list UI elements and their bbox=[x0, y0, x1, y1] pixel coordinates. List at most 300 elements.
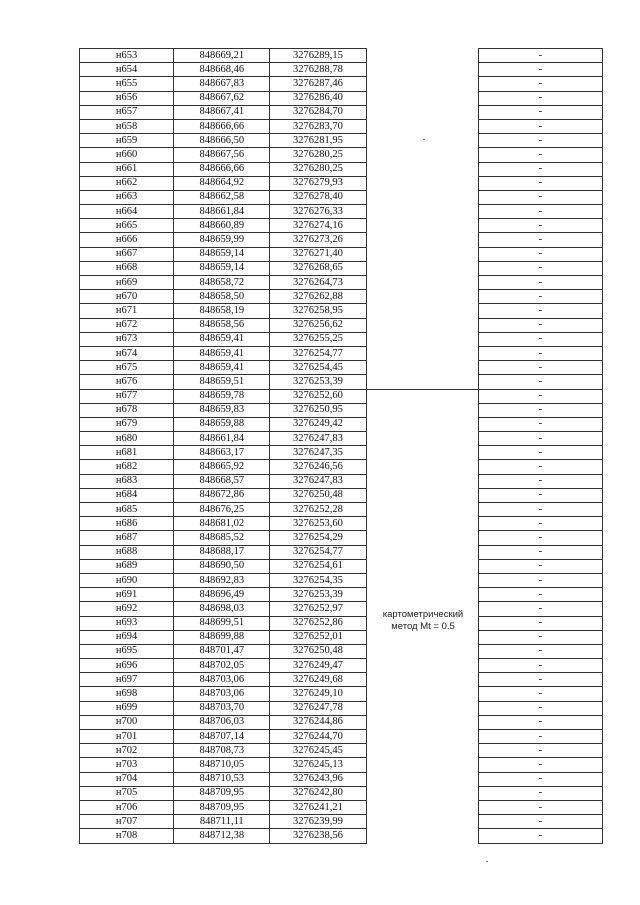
y-coordinate-cell: 3276255,25 bbox=[270, 332, 366, 346]
table-row bbox=[80, 219, 603, 233]
point-id-cell: н679 bbox=[80, 417, 174, 431]
y-coordinate-cell: 3276250,48 bbox=[270, 644, 366, 658]
y-coordinate-cell: 3276254,61 bbox=[270, 559, 366, 573]
y-coordinate-cell: 3276252,97 bbox=[270, 602, 366, 616]
x-coordinate-cell: 848692,83 bbox=[174, 573, 270, 587]
method-note-line1: картометрический bbox=[382, 609, 464, 620]
method-cell bbox=[366, 446, 478, 460]
scan-speck bbox=[423, 139, 425, 140]
table-row bbox=[80, 800, 603, 814]
accuracy-cell: - bbox=[478, 304, 602, 318]
accuracy-cell: - bbox=[478, 290, 602, 304]
accuracy-cell: - bbox=[478, 829, 602, 843]
table-row bbox=[80, 105, 603, 119]
x-coordinate-cell: 848669,21 bbox=[174, 49, 270, 63]
x-coordinate-cell: 848706,03 bbox=[174, 715, 270, 729]
method-cell bbox=[366, 531, 478, 545]
x-coordinate-cell: 848712,38 bbox=[174, 829, 270, 843]
accuracy-cell: - bbox=[478, 545, 602, 559]
y-coordinate-cell: 3276273,26 bbox=[270, 233, 366, 247]
method-cell bbox=[366, 786, 478, 800]
x-coordinate-cell: 848703,70 bbox=[174, 701, 270, 715]
accuracy-cell: - bbox=[478, 176, 602, 190]
point-id-cell: н670 bbox=[80, 290, 174, 304]
y-coordinate-cell: 3276250,95 bbox=[270, 403, 366, 417]
y-coordinate-cell: 3276247,78 bbox=[270, 701, 366, 715]
accuracy-cell: - bbox=[478, 432, 602, 446]
x-coordinate-cell: 848658,19 bbox=[174, 304, 270, 318]
y-coordinate-cell: 3276283,70 bbox=[270, 119, 366, 133]
accuracy-cell: - bbox=[478, 630, 602, 644]
table-row bbox=[80, 446, 603, 460]
y-coordinate-cell: 3276256,62 bbox=[270, 318, 366, 332]
table-row bbox=[80, 545, 603, 559]
y-coordinate-cell: 3276252,01 bbox=[270, 630, 366, 644]
x-coordinate-cell: 848661,84 bbox=[174, 432, 270, 446]
method-cell bbox=[366, 290, 478, 304]
table-row bbox=[80, 829, 603, 843]
table-row bbox=[80, 417, 603, 431]
x-coordinate-cell: 848659,41 bbox=[174, 361, 270, 375]
method-cell bbox=[366, 701, 478, 715]
method-cell bbox=[366, 233, 478, 247]
y-coordinate-cell: 3276271,40 bbox=[270, 247, 366, 261]
point-id-cell: н702 bbox=[80, 744, 174, 758]
scan-speck bbox=[486, 861, 488, 862]
point-id-cell: н655 bbox=[80, 77, 174, 91]
accuracy-cell: - bbox=[478, 701, 602, 715]
point-id-cell: н653 bbox=[80, 49, 174, 63]
y-coordinate-cell: 3276280,25 bbox=[270, 162, 366, 176]
method-cell bbox=[366, 573, 478, 587]
x-coordinate-cell: 848659,14 bbox=[174, 261, 270, 275]
method-cell bbox=[366, 77, 478, 91]
y-coordinate-cell: 3276254,77 bbox=[270, 346, 366, 360]
table-row bbox=[80, 247, 603, 261]
point-id-cell: н681 bbox=[80, 446, 174, 460]
y-coordinate-cell: 3276250,48 bbox=[270, 488, 366, 502]
y-coordinate-cell: 3276249,42 bbox=[270, 417, 366, 431]
accuracy-cell: - bbox=[478, 219, 602, 233]
point-id-cell: н695 bbox=[80, 644, 174, 658]
point-id-cell: н698 bbox=[80, 687, 174, 701]
point-id-cell: н676 bbox=[80, 375, 174, 389]
y-coordinate-cell: 3276242,80 bbox=[270, 786, 366, 800]
accuracy-cell: - bbox=[478, 588, 602, 602]
method-cell bbox=[366, 460, 478, 474]
method-cell bbox=[366, 730, 478, 744]
method-cell bbox=[366, 119, 478, 133]
method-cell bbox=[366, 63, 478, 77]
y-coordinate-cell: 3276249,47 bbox=[270, 659, 366, 673]
point-id-cell: н657 bbox=[80, 105, 174, 119]
y-coordinate-cell: 3276245,13 bbox=[270, 758, 366, 772]
method-cell bbox=[366, 361, 478, 375]
accuracy-cell: - bbox=[478, 119, 602, 133]
coordinates-table bbox=[79, 48, 603, 844]
x-coordinate-cell: 848666,66 bbox=[174, 162, 270, 176]
x-coordinate-cell: 848666,66 bbox=[174, 119, 270, 133]
y-coordinate-cell: 3276239,99 bbox=[270, 815, 366, 829]
x-coordinate-cell: 848659,99 bbox=[174, 233, 270, 247]
y-coordinate-cell: 3276253,60 bbox=[270, 517, 366, 531]
point-id-cell: н661 bbox=[80, 162, 174, 176]
point-id-cell: н686 bbox=[80, 517, 174, 531]
point-id-cell: н689 bbox=[80, 559, 174, 573]
point-id-cell: н675 bbox=[80, 361, 174, 375]
y-coordinate-cell: 3276287,46 bbox=[270, 77, 366, 91]
x-coordinate-cell: 848699,88 bbox=[174, 630, 270, 644]
accuracy-cell: - bbox=[478, 247, 602, 261]
y-coordinate-cell: 3276268,65 bbox=[270, 261, 366, 275]
x-coordinate-cell: 848665,92 bbox=[174, 460, 270, 474]
y-coordinate-cell: 3276280,25 bbox=[270, 148, 366, 162]
method-cell bbox=[366, 474, 478, 488]
point-id-cell: н678 bbox=[80, 403, 174, 417]
y-coordinate-cell: 3276252,28 bbox=[270, 503, 366, 517]
method-cell bbox=[366, 744, 478, 758]
point-id-cell: н704 bbox=[80, 772, 174, 786]
table-row bbox=[80, 261, 603, 275]
x-coordinate-cell: 848709,95 bbox=[174, 786, 270, 800]
point-id-cell: н707 bbox=[80, 815, 174, 829]
x-coordinate-cell: 848676,25 bbox=[174, 503, 270, 517]
point-id-cell: н663 bbox=[80, 190, 174, 204]
table-row bbox=[80, 659, 603, 673]
point-id-cell: н690 bbox=[80, 573, 174, 587]
accuracy-cell: - bbox=[478, 77, 602, 91]
x-coordinate-cell: 848667,62 bbox=[174, 91, 270, 105]
table-row bbox=[80, 276, 603, 290]
table-row bbox=[80, 389, 603, 403]
x-coordinate-cell: 848707,14 bbox=[174, 730, 270, 744]
point-id-cell: н654 bbox=[80, 63, 174, 77]
x-coordinate-cell: 848662,58 bbox=[174, 190, 270, 204]
x-coordinate-cell: 848711,11 bbox=[174, 815, 270, 829]
point-id-cell: н671 bbox=[80, 304, 174, 318]
y-coordinate-cell: 3276252,86 bbox=[270, 616, 366, 630]
y-coordinate-cell: 3276276,33 bbox=[270, 205, 366, 219]
method-cell bbox=[366, 432, 478, 446]
table-row bbox=[80, 119, 603, 133]
accuracy-cell: - bbox=[478, 730, 602, 744]
table-row bbox=[80, 375, 603, 389]
x-coordinate-cell: 848698,03 bbox=[174, 602, 270, 616]
table-row bbox=[80, 772, 603, 786]
table-row bbox=[80, 162, 603, 176]
accuracy-cell: - bbox=[478, 772, 602, 786]
method-cell bbox=[366, 105, 478, 119]
accuracy-cell: - bbox=[478, 644, 602, 658]
table-row bbox=[80, 49, 603, 63]
y-coordinate-cell: 3276288,78 bbox=[270, 63, 366, 77]
accuracy-cell: - bbox=[478, 800, 602, 814]
point-id-cell: н684 bbox=[80, 488, 174, 502]
accuracy-cell: - bbox=[478, 517, 602, 531]
table-row bbox=[80, 190, 603, 204]
method-cell bbox=[366, 134, 478, 148]
x-coordinate-cell: 848660,89 bbox=[174, 219, 270, 233]
table-row bbox=[80, 432, 603, 446]
accuracy-cell: - bbox=[478, 318, 602, 332]
method-cell bbox=[366, 588, 478, 602]
point-id-cell: н668 bbox=[80, 261, 174, 275]
accuracy-cell: - bbox=[478, 276, 602, 290]
table-row bbox=[80, 233, 603, 247]
method-cell bbox=[366, 148, 478, 162]
method-cell bbox=[366, 559, 478, 573]
x-coordinate-cell: 848708,73 bbox=[174, 744, 270, 758]
y-coordinate-cell: 3276244,86 bbox=[270, 715, 366, 729]
accuracy-cell: - bbox=[478, 190, 602, 204]
x-coordinate-cell: 848664,92 bbox=[174, 176, 270, 190]
x-coordinate-cell: 848663,17 bbox=[174, 446, 270, 460]
x-coordinate-cell: 848659,78 bbox=[174, 389, 270, 403]
x-coordinate-cell: 848699,51 bbox=[174, 616, 270, 630]
table-row bbox=[80, 205, 603, 219]
y-coordinate-cell: 3276281,95 bbox=[270, 134, 366, 148]
x-coordinate-cell: 848667,83 bbox=[174, 77, 270, 91]
accuracy-cell: - bbox=[478, 573, 602, 587]
table-row bbox=[80, 644, 603, 658]
table-row bbox=[80, 346, 603, 360]
y-coordinate-cell: 3276244,70 bbox=[270, 730, 366, 744]
method-cell bbox=[366, 715, 478, 729]
method-cell bbox=[366, 176, 478, 190]
accuracy-cell: - bbox=[478, 375, 602, 389]
point-id-cell: н674 bbox=[80, 346, 174, 360]
table-row bbox=[80, 744, 603, 758]
accuracy-cell: - bbox=[478, 346, 602, 360]
accuracy-cell: - bbox=[478, 261, 602, 275]
accuracy-cell: - bbox=[478, 148, 602, 162]
table-row bbox=[80, 687, 603, 701]
point-id-cell: н673 bbox=[80, 332, 174, 346]
point-id-cell: н656 bbox=[80, 91, 174, 105]
method-cell bbox=[366, 276, 478, 290]
table-row bbox=[80, 573, 603, 587]
method-cell bbox=[366, 247, 478, 261]
method-cell bbox=[366, 758, 478, 772]
method-cell bbox=[366, 332, 478, 346]
table-row bbox=[80, 176, 603, 190]
accuracy-cell: - bbox=[478, 361, 602, 375]
accuracy-cell: - bbox=[478, 474, 602, 488]
point-id-cell: н683 bbox=[80, 474, 174, 488]
y-coordinate-cell: 3276253,39 bbox=[270, 588, 366, 602]
y-coordinate-cell: 3276247,35 bbox=[270, 446, 366, 460]
table-row bbox=[80, 403, 603, 417]
x-coordinate-cell: 848672,86 bbox=[174, 488, 270, 502]
x-coordinate-cell: 848661,84 bbox=[174, 205, 270, 219]
x-coordinate-cell: 848702,05 bbox=[174, 659, 270, 673]
accuracy-cell: - bbox=[478, 233, 602, 247]
point-id-cell: н662 bbox=[80, 176, 174, 190]
point-id-cell: н667 bbox=[80, 247, 174, 261]
point-id-cell: н687 bbox=[80, 531, 174, 545]
method-cell bbox=[366, 375, 478, 389]
table-row bbox=[80, 616, 603, 630]
accuracy-cell: - bbox=[478, 91, 602, 105]
x-coordinate-cell: 848696,49 bbox=[174, 588, 270, 602]
accuracy-cell: - bbox=[478, 63, 602, 77]
accuracy-cell: - bbox=[478, 403, 602, 417]
table-row bbox=[80, 630, 603, 644]
point-id-cell: н682 bbox=[80, 460, 174, 474]
x-coordinate-cell: 848681,02 bbox=[174, 517, 270, 531]
point-id-cell: н692 bbox=[80, 602, 174, 616]
table-row bbox=[80, 673, 603, 687]
method-cell bbox=[366, 687, 478, 701]
y-coordinate-cell: 3276247,83 bbox=[270, 432, 366, 446]
table-row bbox=[80, 91, 603, 105]
x-coordinate-cell: 848659,83 bbox=[174, 403, 270, 417]
method-cell bbox=[366, 644, 478, 658]
x-coordinate-cell: 848710,53 bbox=[174, 772, 270, 786]
table-row bbox=[80, 361, 603, 375]
y-coordinate-cell: 3276289,15 bbox=[270, 49, 366, 63]
accuracy-cell: - bbox=[478, 659, 602, 673]
point-id-cell: н705 bbox=[80, 786, 174, 800]
method-cell bbox=[366, 190, 478, 204]
method-cell bbox=[366, 49, 478, 63]
table-row bbox=[80, 488, 603, 502]
y-coordinate-cell: 3276262,88 bbox=[270, 290, 366, 304]
accuracy-cell: - bbox=[478, 49, 602, 63]
table-row bbox=[80, 460, 603, 474]
method-cell bbox=[366, 772, 478, 786]
point-id-cell: н685 bbox=[80, 503, 174, 517]
method-cell bbox=[366, 389, 478, 403]
x-coordinate-cell: 848709,95 bbox=[174, 800, 270, 814]
table-row bbox=[80, 318, 603, 332]
point-id-cell: н664 bbox=[80, 205, 174, 219]
y-coordinate-cell: 3276238,56 bbox=[270, 829, 366, 843]
method-cell bbox=[366, 800, 478, 814]
x-coordinate-cell: 848701,47 bbox=[174, 644, 270, 658]
table-row bbox=[80, 304, 603, 318]
accuracy-cell: - bbox=[478, 460, 602, 474]
x-coordinate-cell: 848659,14 bbox=[174, 247, 270, 261]
table-row bbox=[80, 715, 603, 729]
method-cell bbox=[366, 488, 478, 502]
point-id-cell: н680 bbox=[80, 432, 174, 446]
method-cell bbox=[366, 261, 478, 275]
table-row bbox=[80, 503, 603, 517]
point-id-cell: н672 bbox=[80, 318, 174, 332]
accuracy-cell: - bbox=[478, 758, 602, 772]
accuracy-cell: - bbox=[478, 332, 602, 346]
x-coordinate-cell: 848685,52 bbox=[174, 531, 270, 545]
accuracy-cell: - bbox=[478, 616, 602, 630]
x-coordinate-cell: 848703,06 bbox=[174, 673, 270, 687]
method-cell bbox=[366, 346, 478, 360]
point-id-cell: н693 bbox=[80, 616, 174, 630]
point-id-cell: н706 bbox=[80, 800, 174, 814]
accuracy-cell: - bbox=[478, 105, 602, 119]
method-cell bbox=[366, 517, 478, 531]
method-cell bbox=[366, 659, 478, 673]
table-row bbox=[80, 815, 603, 829]
method-cell bbox=[366, 815, 478, 829]
point-id-cell: н658 bbox=[80, 119, 174, 133]
point-id-cell: н669 bbox=[80, 276, 174, 290]
y-coordinate-cell: 3276245,45 bbox=[270, 744, 366, 758]
table-row bbox=[80, 730, 603, 744]
x-coordinate-cell: 848703,06 bbox=[174, 687, 270, 701]
accuracy-cell: - bbox=[478, 531, 602, 545]
y-coordinate-cell: 3276254,45 bbox=[270, 361, 366, 375]
x-coordinate-cell: 848659,41 bbox=[174, 346, 270, 360]
y-coordinate-cell: 3276264,73 bbox=[270, 276, 366, 290]
table-row bbox=[80, 602, 603, 616]
table-row bbox=[80, 474, 603, 488]
point-id-cell: н677 bbox=[80, 389, 174, 403]
accuracy-cell: - bbox=[478, 815, 602, 829]
point-id-cell: н691 bbox=[80, 588, 174, 602]
x-coordinate-cell: 848658,50 bbox=[174, 290, 270, 304]
method-cell bbox=[366, 205, 478, 219]
x-coordinate-cell: 848667,56 bbox=[174, 148, 270, 162]
y-coordinate-cell: 3276254,35 bbox=[270, 573, 366, 587]
table-row bbox=[80, 134, 603, 148]
accuracy-cell: - bbox=[478, 389, 602, 403]
table-row bbox=[80, 701, 603, 715]
table-row bbox=[80, 63, 603, 77]
x-coordinate-cell: 848710,05 bbox=[174, 758, 270, 772]
method-note-line2: метод Mt = 0.5 bbox=[391, 621, 455, 632]
y-coordinate-cell: 3276246,56 bbox=[270, 460, 366, 474]
table-row bbox=[80, 588, 603, 602]
accuracy-cell: - bbox=[478, 503, 602, 517]
accuracy-cell: - bbox=[478, 134, 602, 148]
point-id-cell: н659 bbox=[80, 134, 174, 148]
table-row bbox=[80, 148, 603, 162]
method-cell bbox=[366, 829, 478, 843]
y-coordinate-cell: 3276274,16 bbox=[270, 219, 366, 233]
accuracy-cell: - bbox=[478, 162, 602, 176]
accuracy-cell: - bbox=[478, 744, 602, 758]
method-cell bbox=[366, 304, 478, 318]
method-cell bbox=[366, 403, 478, 417]
accuracy-cell: - bbox=[478, 715, 602, 729]
method-cell bbox=[366, 545, 478, 559]
accuracy-cell: - bbox=[478, 786, 602, 800]
accuracy-cell: - bbox=[478, 446, 602, 460]
y-coordinate-cell: 3276286,40 bbox=[270, 91, 366, 105]
y-coordinate-cell: 3276252,60 bbox=[270, 389, 366, 403]
table-row bbox=[80, 786, 603, 800]
table-row bbox=[80, 77, 603, 91]
method-cell bbox=[366, 219, 478, 233]
point-id-cell: н665 bbox=[80, 219, 174, 233]
accuracy-cell: - bbox=[478, 417, 602, 431]
x-coordinate-cell: 848667,41 bbox=[174, 105, 270, 119]
method-note bbox=[366, 609, 480, 633]
point-id-cell: н666 bbox=[80, 233, 174, 247]
y-coordinate-cell: 3276249,68 bbox=[270, 673, 366, 687]
x-coordinate-cell: 848659,51 bbox=[174, 375, 270, 389]
method-cell bbox=[366, 503, 478, 517]
accuracy-cell: - bbox=[478, 559, 602, 573]
x-coordinate-cell: 848658,56 bbox=[174, 318, 270, 332]
point-id-cell: н697 bbox=[80, 673, 174, 687]
accuracy-cell: - bbox=[478, 687, 602, 701]
y-coordinate-cell: 3276241,21 bbox=[270, 800, 366, 814]
x-coordinate-cell: 848658,72 bbox=[174, 276, 270, 290]
point-id-cell: н701 bbox=[80, 730, 174, 744]
x-coordinate-cell: 848659,88 bbox=[174, 417, 270, 431]
